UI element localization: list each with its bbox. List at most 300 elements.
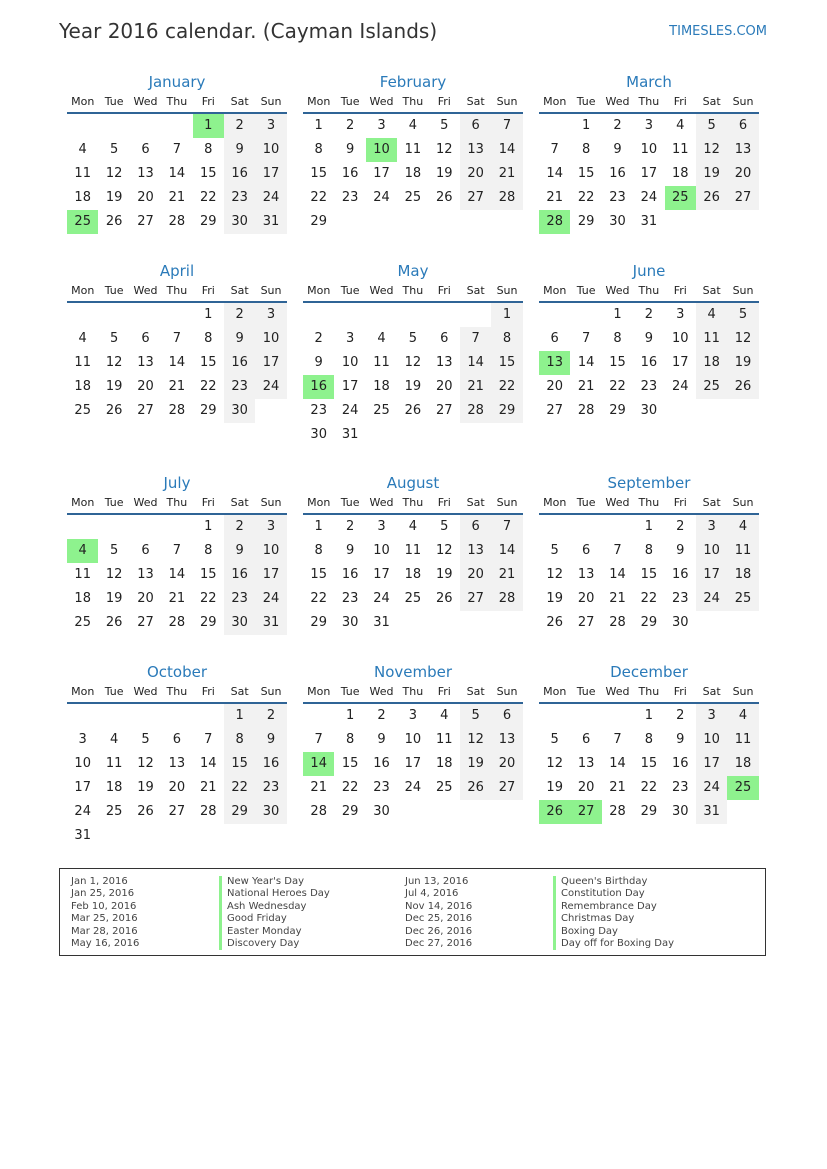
day-cell: 8 xyxy=(224,728,255,752)
day-cell: 16 xyxy=(224,563,255,587)
day-grid xyxy=(539,114,759,234)
day-cell: 8 xyxy=(644,732,653,747)
day-grid xyxy=(67,303,287,423)
day-cell: 18 xyxy=(373,379,390,394)
day-cell: 13 xyxy=(460,539,491,563)
weekday-label: Fri xyxy=(673,95,687,108)
day-cell: 30 xyxy=(224,210,255,234)
day-cell: 19 xyxy=(727,351,758,375)
day-cell: 24 xyxy=(696,587,727,611)
day-cell: 8 xyxy=(204,331,213,346)
weekday-label: Wed xyxy=(133,496,158,509)
day-cell: 23 xyxy=(671,780,689,795)
day-cell: 1 xyxy=(644,708,653,723)
day-cell: 3 xyxy=(696,704,727,728)
day-cell: 5 xyxy=(109,142,119,157)
day-cell: 9 xyxy=(644,331,653,346)
legend-holiday-name: Boxing Day xyxy=(553,926,674,938)
day-cell: 20 xyxy=(577,780,595,795)
day-cell: 7 xyxy=(491,515,522,539)
day-cell: 1 xyxy=(204,519,213,534)
legend-holiday-name: Ash Wednesday xyxy=(219,901,330,913)
weekday-label: Thu xyxy=(638,95,660,108)
empty-cell xyxy=(460,303,491,327)
day-cell: 9 xyxy=(377,732,386,747)
day-grid xyxy=(303,303,523,447)
legend-date: Jan 1, 2016 xyxy=(71,876,128,887)
weekday-label: Fri xyxy=(437,284,451,297)
weekday-label: Wed xyxy=(133,685,158,698)
day-cell: 21 xyxy=(609,591,626,606)
day-cell: 24 xyxy=(74,804,91,819)
day-cell: 6 xyxy=(141,331,150,346)
day-cell: 12 xyxy=(105,567,123,582)
day-cell: 17 xyxy=(373,166,390,181)
day-cell: 27 xyxy=(727,186,758,210)
weekday-label: Sat xyxy=(466,284,485,297)
legend-holiday-name: Queen's Birthday xyxy=(553,876,674,888)
day-cell: 14 xyxy=(609,567,626,582)
legend-holiday-name: National Heroes Day xyxy=(219,888,330,900)
weekday-header xyxy=(303,493,523,515)
day-cell: 29 xyxy=(310,615,327,630)
day-cell: 19 xyxy=(546,591,563,606)
day-cell: 29 xyxy=(640,615,658,630)
weekday-header xyxy=(539,493,759,515)
day-cell: 27 xyxy=(435,403,453,418)
day-cell: 9 xyxy=(345,142,355,157)
day-cell: 5 xyxy=(109,543,119,558)
day-cell: 12 xyxy=(696,138,727,162)
day-cell: 29 xyxy=(341,804,359,819)
legend-holiday-name: New Year's Day xyxy=(219,876,330,888)
empty-cell xyxy=(602,704,633,728)
day-cell: 25 xyxy=(404,591,422,606)
day-cell: 7 xyxy=(550,142,559,157)
weekday-label: Sat xyxy=(466,685,485,698)
legend-holiday-name: Good Friday xyxy=(219,913,330,925)
day-cell: 22 xyxy=(199,591,217,606)
empty-cell xyxy=(130,114,161,138)
empty-cell xyxy=(539,515,570,539)
day-cell: 9 xyxy=(676,732,685,747)
day-cell: 7 xyxy=(172,331,181,346)
weekday-header xyxy=(67,493,287,515)
legend-date: Dec 26, 2016 xyxy=(405,925,473,937)
month-february xyxy=(303,72,523,234)
weekday-header xyxy=(67,92,287,114)
day-cell: 24 xyxy=(404,780,422,795)
day-cell: 21 xyxy=(546,190,563,205)
weekday-label: Thu xyxy=(166,685,188,698)
weekday-label: Sat xyxy=(702,95,721,108)
day-cell: 16 xyxy=(341,166,359,181)
day-cell: 23 xyxy=(310,403,327,418)
weekday-label: Sun xyxy=(732,496,754,509)
day-cell: 16 xyxy=(373,756,390,771)
day-cell: 21 xyxy=(460,375,491,399)
day-grid xyxy=(539,303,759,423)
empty-cell xyxy=(303,303,334,327)
weekday-label: Sun xyxy=(732,284,754,297)
empty-cell xyxy=(602,515,633,539)
day-cell: 3 xyxy=(696,515,727,539)
day-cell: 1 xyxy=(644,519,653,534)
day-cell: 27 xyxy=(168,804,186,819)
day-cell: 21 xyxy=(491,162,522,186)
month-name: December xyxy=(610,663,688,681)
day-cell: 7 xyxy=(613,543,622,558)
legend-date: May 16, 2016 xyxy=(71,937,140,949)
day-cell: 19 xyxy=(404,379,422,394)
day-cell: 18 xyxy=(696,351,727,375)
day-cell: 30 xyxy=(224,611,255,635)
day-cell: 14 xyxy=(199,756,217,771)
day-cell: 17 xyxy=(640,166,658,181)
day-cell: 21 xyxy=(609,780,626,795)
day-cell: 15 xyxy=(577,166,595,181)
weekday-label: Fri xyxy=(201,685,215,698)
day-cell: 17 xyxy=(671,355,689,370)
day-cell: 27 xyxy=(546,403,563,418)
day-cell: 13 xyxy=(460,138,491,162)
weekday-header xyxy=(539,281,759,303)
day-cell: 23 xyxy=(373,780,390,795)
legend-holiday-name: Remembrance Day xyxy=(553,901,674,913)
day-cell: 20 xyxy=(137,379,154,394)
day-cell: 18 xyxy=(74,591,91,606)
weekday-label: Mon xyxy=(307,95,331,108)
day-cell: 2 xyxy=(644,307,653,322)
day-cell: 8 xyxy=(314,543,323,558)
weekday-header xyxy=(67,682,287,704)
day-cell: 29 xyxy=(609,403,626,418)
day-cell: 11 xyxy=(74,567,91,582)
legend-date: Dec 27, 2016 xyxy=(405,937,473,949)
empty-cell xyxy=(161,303,192,327)
day-cell: 14 xyxy=(491,539,522,563)
empty-cell xyxy=(98,114,129,138)
day-cell: 10 xyxy=(696,728,727,752)
weekday-label: Sat xyxy=(702,284,721,297)
day-cell: 13 xyxy=(137,166,154,181)
day-cell: 26 xyxy=(460,776,491,800)
day-cell: 12 xyxy=(137,756,154,771)
day-cell: 18 xyxy=(404,567,422,582)
day-cell: 2 xyxy=(345,118,355,133)
day-cell: 28 xyxy=(609,804,626,819)
day-cell: 9 xyxy=(224,138,255,162)
day-cell: 11 xyxy=(727,539,758,563)
holiday-day: 14 xyxy=(303,752,334,776)
day-cell: 6 xyxy=(172,732,181,747)
day-cell: 20 xyxy=(727,162,758,186)
weekday-label: Thu xyxy=(638,284,660,297)
day-cell: 27 xyxy=(577,615,595,630)
weekday-header xyxy=(539,682,759,704)
day-cell: 30 xyxy=(671,804,689,819)
day-cell: 3 xyxy=(377,519,386,534)
day-cell: 3 xyxy=(255,515,286,539)
month-name: June xyxy=(632,262,666,280)
weekday-label: Sat xyxy=(230,284,249,297)
day-cell: 8 xyxy=(314,142,323,157)
weekday-label: Wed xyxy=(369,95,394,108)
day-cell: 3 xyxy=(78,732,87,747)
day-cell: 6 xyxy=(460,114,491,138)
holiday-day: 1 xyxy=(193,114,224,138)
legend-date: Nov 14, 2016 xyxy=(405,900,473,912)
weekday-label: Mon xyxy=(307,284,331,297)
day-cell: 26 xyxy=(137,804,154,819)
day-grid xyxy=(539,704,759,824)
day-cell: 6 xyxy=(491,704,522,728)
day-grid xyxy=(67,515,287,635)
day-cell: 14 xyxy=(609,756,626,771)
day-cell: 15 xyxy=(224,752,255,776)
day-cell: 22 xyxy=(491,375,522,399)
day-cell: 26 xyxy=(105,214,123,229)
day-cell: 4 xyxy=(408,519,417,534)
day-cell: 27 xyxy=(460,186,491,210)
weekday-label: Wed xyxy=(133,284,158,297)
legend-holiday-name: Constitution Day xyxy=(553,888,674,900)
day-cell: 20 xyxy=(137,591,154,606)
holiday-day: 28 xyxy=(539,210,570,234)
weekday-label: Thu xyxy=(402,284,424,297)
day-cell: 17 xyxy=(255,563,286,587)
day-cell: 26 xyxy=(435,190,453,205)
empty-cell xyxy=(570,515,601,539)
day-cell: 16 xyxy=(609,166,626,181)
month-name: January xyxy=(148,73,206,91)
day-cell: 22 xyxy=(341,780,359,795)
day-grid xyxy=(303,515,523,635)
weekday-label: Wed xyxy=(133,95,158,108)
day-cell: 18 xyxy=(671,166,689,181)
day-cell: 2 xyxy=(613,118,622,133)
weekday-label: Mon xyxy=(71,95,95,108)
day-cell: 23 xyxy=(224,186,255,210)
day-cell: 31 xyxy=(696,800,727,824)
weekday-label: Sun xyxy=(260,496,282,509)
day-cell: 5 xyxy=(109,331,119,346)
weekday-label: Tue xyxy=(104,95,124,108)
day-cell: 22 xyxy=(640,591,658,606)
day-cell: 18 xyxy=(727,563,758,587)
day-cell: 10 xyxy=(671,331,689,346)
weekday-label: Mon xyxy=(543,95,567,108)
day-cell: 15 xyxy=(310,567,327,582)
day-cell: 2 xyxy=(224,114,255,138)
day-cell: 15 xyxy=(640,756,658,771)
day-cell: 12 xyxy=(546,756,563,771)
day-cell: 5 xyxy=(141,732,150,747)
month-november xyxy=(303,662,523,824)
weekday-label: Sat xyxy=(230,95,249,108)
weekday-label: Tue xyxy=(576,284,596,297)
day-cell: 5 xyxy=(696,114,727,138)
day-cell: 23 xyxy=(255,776,286,800)
day-cell: 14 xyxy=(546,166,563,181)
day-cell: 19 xyxy=(105,591,123,606)
month-name: February xyxy=(379,73,447,91)
day-cell: 11 xyxy=(696,327,727,351)
day-cell: 15 xyxy=(491,351,522,375)
day-cell: 13 xyxy=(577,567,595,582)
day-cell: 18 xyxy=(74,379,91,394)
day-cell: 23 xyxy=(224,375,255,399)
weekday-label: Mon xyxy=(307,685,331,698)
day-cell: 23 xyxy=(640,379,658,394)
day-cell: 4 xyxy=(727,515,758,539)
day-cell: 16 xyxy=(671,567,689,582)
day-cell: 7 xyxy=(613,732,622,747)
weekday-label: Sat xyxy=(466,95,485,108)
day-cell: 11 xyxy=(727,728,758,752)
day-cell: 31 xyxy=(255,210,286,234)
day-cell: 29 xyxy=(199,403,217,418)
day-cell: 2 xyxy=(224,303,255,327)
weekday-label: Fri xyxy=(201,496,215,509)
weekday-label: Tue xyxy=(576,685,596,698)
day-cell: 16 xyxy=(671,756,689,771)
day-cell: 28 xyxy=(609,615,626,630)
weekday-header xyxy=(303,92,523,114)
empty-cell xyxy=(161,114,192,138)
day-cell: 15 xyxy=(640,567,658,582)
weekday-label: Sun xyxy=(496,95,518,108)
day-cell: 19 xyxy=(435,567,453,582)
day-cell: 10 xyxy=(74,756,91,771)
holiday-day: 25 xyxy=(727,776,758,800)
day-cell: 22 xyxy=(310,190,327,205)
day-cell: 2 xyxy=(345,519,355,534)
day-cell: 17 xyxy=(255,162,286,186)
day-cell: 28 xyxy=(168,403,186,418)
legend-date: Mar 28, 2016 xyxy=(71,925,138,937)
weekday-label: Wed xyxy=(369,284,394,297)
day-cell: 12 xyxy=(404,355,422,370)
day-cell: 24 xyxy=(255,587,286,611)
month-august xyxy=(303,473,523,635)
weekday-label: Mon xyxy=(71,685,95,698)
weekday-label: Thu xyxy=(402,95,424,108)
weekday-label: Wed xyxy=(605,95,630,108)
day-cell: 9 xyxy=(676,543,685,558)
empty-cell xyxy=(67,303,98,327)
day-cell: 3 xyxy=(408,708,417,723)
day-cell: 11 xyxy=(74,355,91,370)
weekday-label: Tue xyxy=(104,496,124,509)
empty-cell xyxy=(130,704,161,728)
day-cell: 15 xyxy=(310,166,327,181)
day-cell: 25 xyxy=(373,403,390,418)
month-name: August xyxy=(386,474,440,492)
month-april xyxy=(67,261,287,423)
weekday-label: Tue xyxy=(576,95,596,108)
empty-cell xyxy=(193,704,224,728)
day-cell: 16 xyxy=(255,752,286,776)
weekday-label: Tue xyxy=(340,685,360,698)
weekday-header xyxy=(303,682,523,704)
weekday-label: Wed xyxy=(605,496,630,509)
day-cell: 30 xyxy=(341,615,359,630)
day-cell: 22 xyxy=(199,190,217,205)
day-cell: 10 xyxy=(341,355,359,370)
day-cell: 14 xyxy=(491,138,522,162)
day-cell: 25 xyxy=(105,804,123,819)
day-cell: 31 xyxy=(255,611,286,635)
weekday-label: Fri xyxy=(437,95,451,108)
day-cell: 6 xyxy=(550,331,559,346)
day-cell: 10 xyxy=(640,142,658,157)
day-cell: 8 xyxy=(644,543,653,558)
weekday-label: Thu xyxy=(402,496,424,509)
holiday-day: 13 xyxy=(539,351,570,375)
day-cell: 28 xyxy=(460,399,491,423)
weekday-label: Tue xyxy=(340,284,360,297)
day-cell: 18 xyxy=(404,166,422,181)
day-cell: 3 xyxy=(676,307,685,322)
weekday-label: Tue xyxy=(576,496,596,509)
day-cell: 16 xyxy=(341,567,359,582)
weekday-label: Sun xyxy=(496,284,518,297)
weekday-label: Thu xyxy=(166,95,188,108)
day-cell: 27 xyxy=(137,403,154,418)
weekday-label: Thu xyxy=(402,685,424,698)
day-cell: 26 xyxy=(404,403,422,418)
day-cell: 28 xyxy=(577,403,595,418)
weekday-label: Sun xyxy=(260,284,282,297)
day-cell: 23 xyxy=(224,587,255,611)
day-cell: 12 xyxy=(435,142,453,157)
day-cell: 9 xyxy=(224,327,255,351)
month-name: April xyxy=(159,262,195,280)
page-title: Year 2016 calendar. (Cayman Islands) xyxy=(59,19,438,43)
day-cell: 30 xyxy=(373,804,390,819)
day-cell: 20 xyxy=(137,190,154,205)
day-cell: 30 xyxy=(255,800,286,824)
weekday-label: Sat xyxy=(702,685,721,698)
day-cell: 1 xyxy=(613,307,622,322)
month-march xyxy=(539,72,759,234)
site-link[interactable]: TIMESLES.COM xyxy=(669,24,767,39)
day-cell: 19 xyxy=(105,379,123,394)
weekday-header xyxy=(67,281,287,303)
day-cell: 28 xyxy=(199,804,217,819)
day-cell: 1 xyxy=(581,118,591,133)
day-cell: 20 xyxy=(168,780,186,795)
holiday-day: 16 xyxy=(303,375,334,399)
day-cell: 24 xyxy=(341,403,359,418)
day-cell: 26 xyxy=(727,375,758,399)
day-cell: 8 xyxy=(581,142,591,157)
day-cell: 24 xyxy=(255,186,286,210)
empty-cell xyxy=(570,704,601,728)
day-cell: 10 xyxy=(255,539,286,563)
empty-cell xyxy=(161,704,192,728)
day-cell: 11 xyxy=(404,142,422,157)
day-cell: 25 xyxy=(74,615,91,630)
month-name: November xyxy=(373,663,453,681)
day-cell: 15 xyxy=(199,567,217,582)
day-cell: 22 xyxy=(199,379,217,394)
day-cell: 31 xyxy=(341,427,359,442)
day-cell: 29 xyxy=(199,214,217,229)
day-cell: 1 xyxy=(345,708,355,723)
day-cell: 7 xyxy=(204,732,213,747)
